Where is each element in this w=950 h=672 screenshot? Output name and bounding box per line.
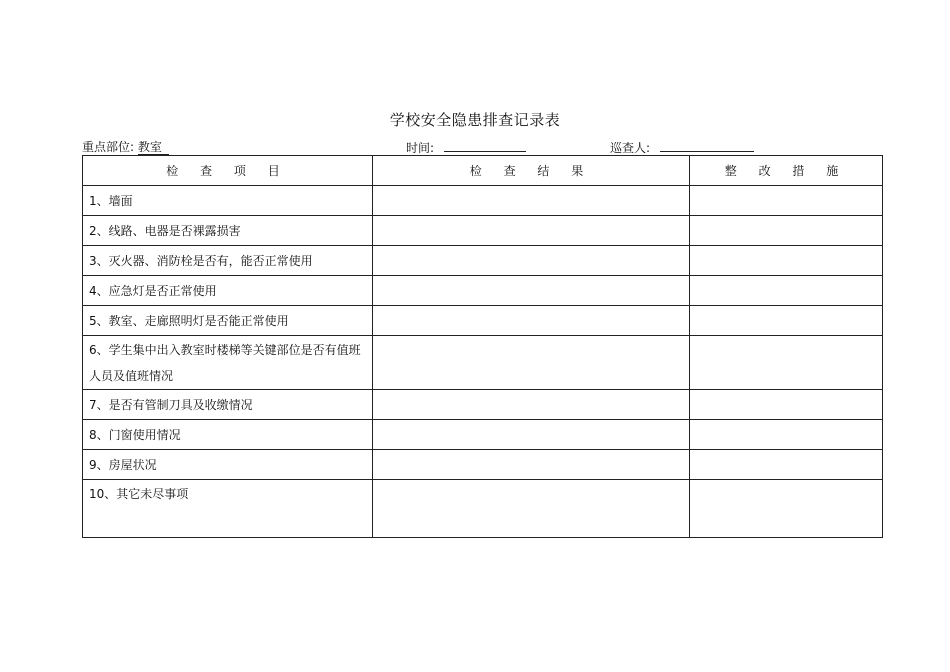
inspector-blank[interactable] xyxy=(660,139,754,152)
measure-cell[interactable] xyxy=(690,306,883,336)
result-cell[interactable] xyxy=(373,306,690,336)
result-cell[interactable] xyxy=(373,216,690,246)
item-cell: 7、是否有管制刀具及收缴情况 xyxy=(83,390,373,420)
table-row xyxy=(83,420,883,450)
table-row xyxy=(83,306,883,336)
result-cell[interactable] xyxy=(373,336,690,390)
table-row xyxy=(83,186,883,216)
time-label: 时间: xyxy=(406,141,435,155)
time-field xyxy=(406,139,526,156)
measure-cell[interactable] xyxy=(690,450,883,480)
measure-cell[interactable] xyxy=(690,186,883,216)
result-cell[interactable] xyxy=(373,246,690,276)
table-row xyxy=(83,246,883,276)
measure-cell[interactable] xyxy=(690,246,883,276)
item-cell: 3、灭火器、消防栓是否有，能否正常使用 xyxy=(83,246,373,276)
table-row xyxy=(83,390,883,420)
time-blank[interactable] xyxy=(444,139,526,152)
item-cell: 6、学生集中出入教室时楼梯等关键部位是否有值班人员及值班情况 xyxy=(83,336,373,390)
measure-cell[interactable] xyxy=(690,390,883,420)
header-measure: 整 改 措 施 xyxy=(690,156,883,186)
inspector-label: 巡查人: xyxy=(610,141,651,155)
result-cell[interactable] xyxy=(373,276,690,306)
result-cell[interactable] xyxy=(373,186,690,216)
item-cell: 8、门窗使用情况 xyxy=(83,420,373,450)
measure-cell[interactable] xyxy=(690,420,883,450)
measure-cell[interactable] xyxy=(690,336,883,390)
measure-cell[interactable] xyxy=(690,276,883,306)
result-cell[interactable] xyxy=(373,450,690,480)
inspection-table xyxy=(82,155,883,538)
location-label: 重点部位: xyxy=(82,140,135,154)
measure-cell[interactable] xyxy=(690,480,883,538)
result-cell[interactable] xyxy=(373,480,690,538)
table-row xyxy=(83,276,883,306)
table-row xyxy=(83,480,883,538)
item-cell: 9、房屋状况 xyxy=(83,450,373,480)
header-row xyxy=(83,156,883,186)
result-cell[interactable] xyxy=(373,390,690,420)
item-cell: 10、其它未尽事项 xyxy=(83,480,373,538)
table-row xyxy=(83,450,883,480)
header-item: 检 查 项 目 xyxy=(83,156,373,186)
header-result: 检 查 结 果 xyxy=(373,156,690,186)
item-cell: 4、应急灯是否正常使用 xyxy=(83,276,373,306)
inspector-field xyxy=(610,139,754,156)
location-field xyxy=(82,139,169,155)
result-cell[interactable] xyxy=(373,420,690,450)
page-title: 学校安全隐患排查记录表 xyxy=(389,111,561,129)
item-cell: 2、线路、电器是否裸露损害 xyxy=(83,216,373,246)
location-value[interactable]: 教室 xyxy=(138,140,169,155)
table-row xyxy=(83,216,883,246)
measure-cell[interactable] xyxy=(690,216,883,246)
item-cell: 1、墙面 xyxy=(83,186,373,216)
item-cell: 5、教室、走廊照明灯是否能正常使用 xyxy=(83,306,373,336)
table-row xyxy=(83,336,883,390)
